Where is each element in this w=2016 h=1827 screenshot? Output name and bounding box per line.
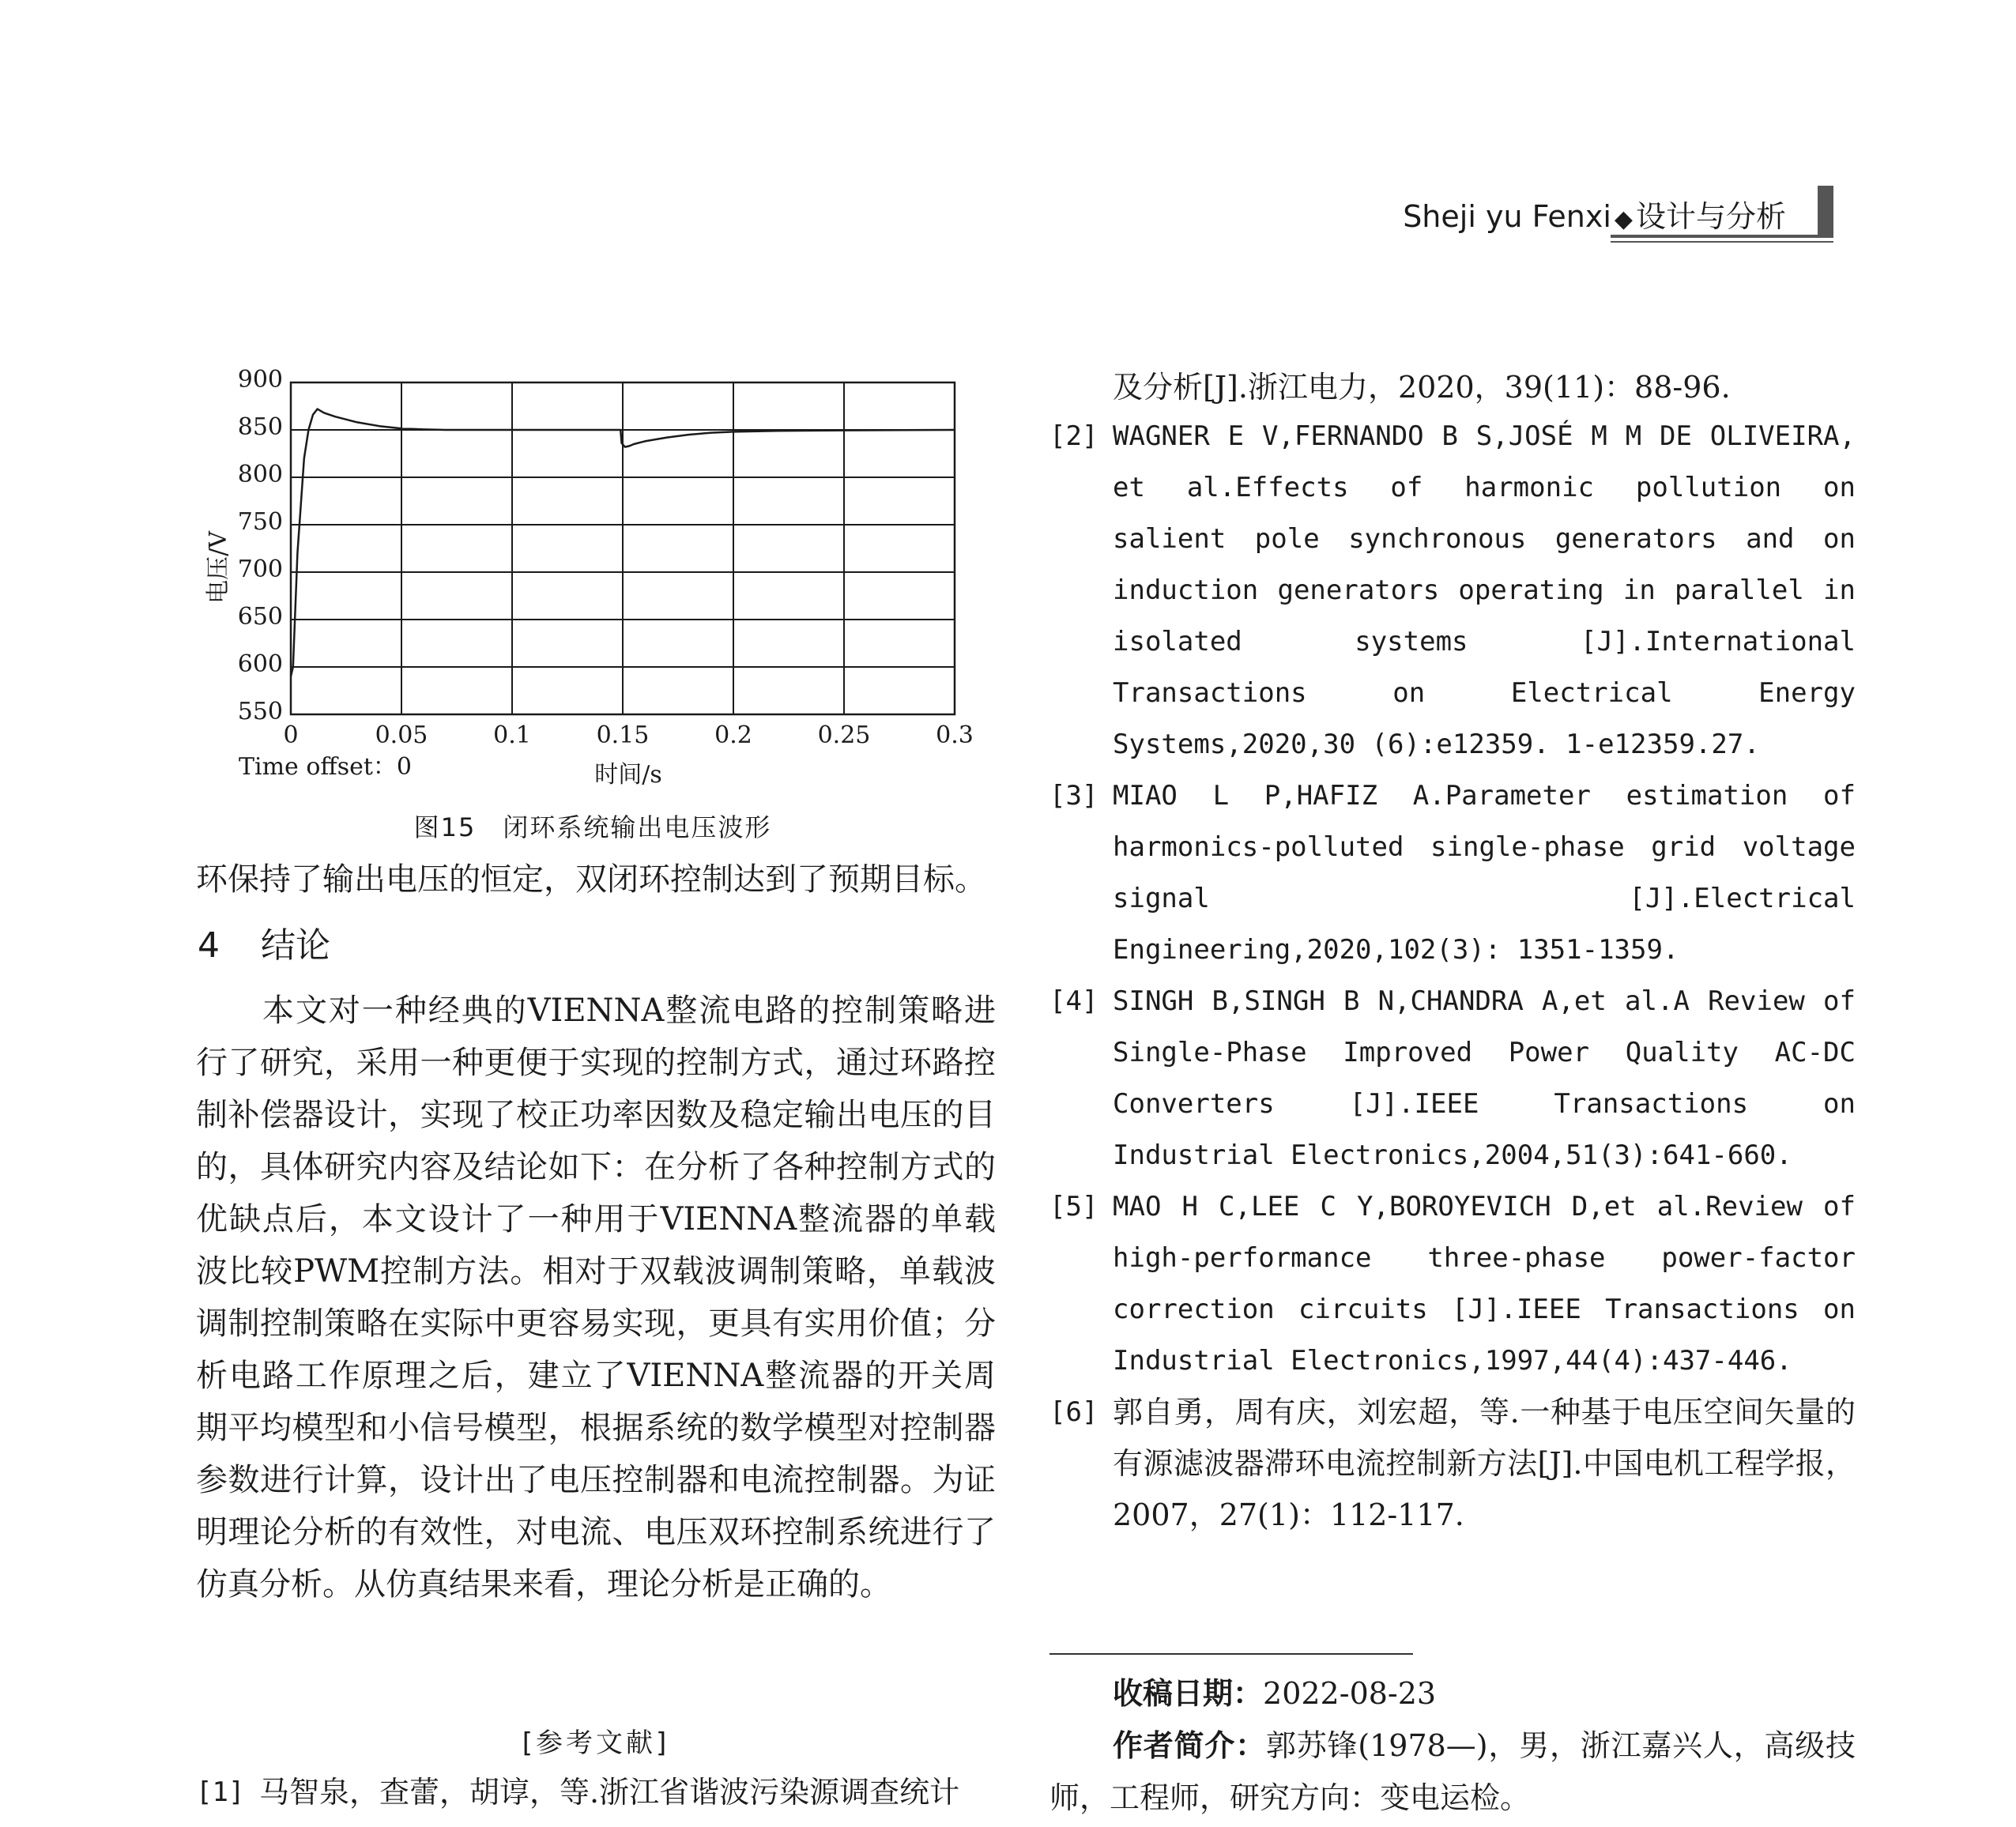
reference-item bbox=[1049, 411, 1856, 770]
reference-text: WAGNER E V,FERNANDO B S,JOSÉ M M DE OLIVEIRA, et al.Effects of harmonic pollution on salient pole synchronous generators and on induction generators operating in parallel in isolated systems [J].International Transactions on Electrical Energy Systems,2020,30 (6):e12359. 1-e12359.27. bbox=[1113, 420, 1856, 760]
continued-paragraph: 环保持了输出电压的恒定，双闭环控制达到了预期目标。 bbox=[196, 861, 986, 898]
reference-continuation: 及分析[J].浙江电力，2020，39(11)：88-96. bbox=[1113, 370, 1731, 405]
figure-caption: 图15 闭环系统输出电压波形 bbox=[413, 812, 772, 842]
time-offset-label: Time offset：0 bbox=[239, 753, 413, 781]
reference-text: MIAO L P,HAFIZ A.Parameter estimation of harmonics-polluted single-phase grid voltage signal [J].Electrical Engineering,2020,102(3): 1351-1359. bbox=[1113, 780, 1856, 966]
reference-label: [3] bbox=[1049, 780, 1098, 812]
voltage-waveform-chart bbox=[190, 364, 996, 806]
author-bio-label: 作者简介： bbox=[1113, 1728, 1266, 1763]
section-heading bbox=[198, 917, 330, 967]
running-header bbox=[1383, 186, 1833, 241]
header-latin-title: Sheji yu Fenxi bbox=[1403, 199, 1611, 234]
x-axis-label: 时间/s bbox=[594, 761, 662, 789]
footnote-rule bbox=[1049, 1653, 1413, 1655]
header-bar-ornament bbox=[1818, 186, 1833, 235]
header-chinese-title: 设计与分析 bbox=[1635, 199, 1786, 234]
diamond-icon: ◆ bbox=[1614, 205, 1633, 233]
reference-item bbox=[1049, 1181, 1856, 1387]
running-header-text bbox=[1403, 192, 1786, 235]
conclusion-paragraph: 本文对一种经典的VIENNA整流电路的控制策略进行了研究，采用一种更便于实现的控制方式，通过环路控制补偿器设计，实现了校正功率因数及稳定输出电压的目的，具体研究内容及结论如下：在分析了各种控制方式的优缺点后，本文设计了一种用于VIENNA整流器的单载波比较PWM控制方法。相对于双载波调制策略，单载波调制控制策略在实际中更容易实现，更具有实用价值；分析电路工作原理之后，建立了VIENNA整流器的开关周期平均模型和小信号模型，根据系统的数学模型对控制器参数进行计算，设计出了电压控制器和电流控制器。为证明理论分析的有效性，对电流、电压双环控制系统进行了仿真分析。从仿真结果来看，理论分析是正确的。 bbox=[196, 993, 996, 1603]
y-tick-label: 900 bbox=[237, 366, 283, 394]
reference-text: SINGH B,SINGH B N,CHANDRA A,et al.A Review of Single-Phase Improved Power Quality AC-DC Converters [J].IEEE Transactions on Industrial Electronics,2004,51(3):641-660. bbox=[1113, 985, 1856, 1171]
x-tick-labels bbox=[283, 721, 973, 749]
x-tick-label: 0.2 bbox=[714, 721, 752, 749]
header-rule-thin bbox=[1611, 241, 1833, 243]
y-tick-label: 800 bbox=[237, 461, 283, 488]
x-tick-label: 0.15 bbox=[596, 721, 650, 749]
figure-15 bbox=[190, 364, 996, 861]
y-tick-label: 700 bbox=[237, 556, 283, 583]
section-title: 结论 bbox=[261, 925, 330, 966]
y-tick-label: 750 bbox=[237, 508, 283, 536]
reference-item bbox=[1049, 1387, 1856, 1541]
chart-grid bbox=[291, 382, 955, 714]
reference-label: [1] bbox=[196, 1776, 245, 1808]
x-tick-label: 0.25 bbox=[817, 721, 871, 749]
y-tick-labels bbox=[238, 366, 283, 725]
x-tick-label: 0.1 bbox=[493, 721, 531, 749]
y-axis-label: 电压/V bbox=[205, 531, 232, 604]
y-tick-label: 550 bbox=[237, 698, 283, 725]
x-tick-label: 0.05 bbox=[375, 721, 428, 749]
author-bio-text: 郭苏锋(1978—)，男，浙江嘉兴人，高级技师，工程师，研究方向：变电运检。 bbox=[1049, 1728, 1856, 1815]
reference-label: [6] bbox=[1049, 1396, 1098, 1428]
reference-item bbox=[196, 1767, 996, 1818]
header-rule-thick bbox=[1611, 235, 1833, 238]
received-date-line bbox=[1113, 1667, 1436, 1720]
section-number: 4 bbox=[198, 925, 220, 966]
y-tick-label: 600 bbox=[237, 650, 283, 678]
reference-item bbox=[1049, 770, 1856, 976]
reference-item bbox=[1049, 976, 1856, 1181]
reference-label: [5] bbox=[1049, 1191, 1098, 1222]
x-tick-label: 0.3 bbox=[936, 721, 974, 749]
author-bio bbox=[1049, 1720, 1856, 1824]
reference-text: MAO H C,LEE C Y,BOROYEVICH D,et al.Review of high-performance three-phase power-factor correction circuits [J].IEEE Transactions on Industrial Electronics,1997,44(4):437-446. bbox=[1113, 1191, 1856, 1377]
references-heading: [参考文献] bbox=[522, 1727, 670, 1759]
reference-label: [2] bbox=[1049, 420, 1098, 452]
y-tick-label: 850 bbox=[237, 413, 283, 441]
x-tick-label: 0 bbox=[283, 721, 299, 749]
reference-text: 郭自勇，周有庆，刘宏超，等.一种基于电压空间矢量的有源滤波器滞环电流控制新方法[J].中国电机工程学报，2007，27(1)：112-117. bbox=[1113, 1395, 1856, 1532]
y-tick-label: 650 bbox=[237, 603, 283, 631]
reference-text: 马智泉，查蕾，胡谆，等.浙江省谐波污染源调查统计 bbox=[259, 1775, 960, 1810]
received-date-value: 2022-08-23 bbox=[1263, 1676, 1437, 1711]
reference-label: [4] bbox=[1049, 985, 1098, 1017]
received-date-label: 收稿日期： bbox=[1113, 1676, 1264, 1711]
